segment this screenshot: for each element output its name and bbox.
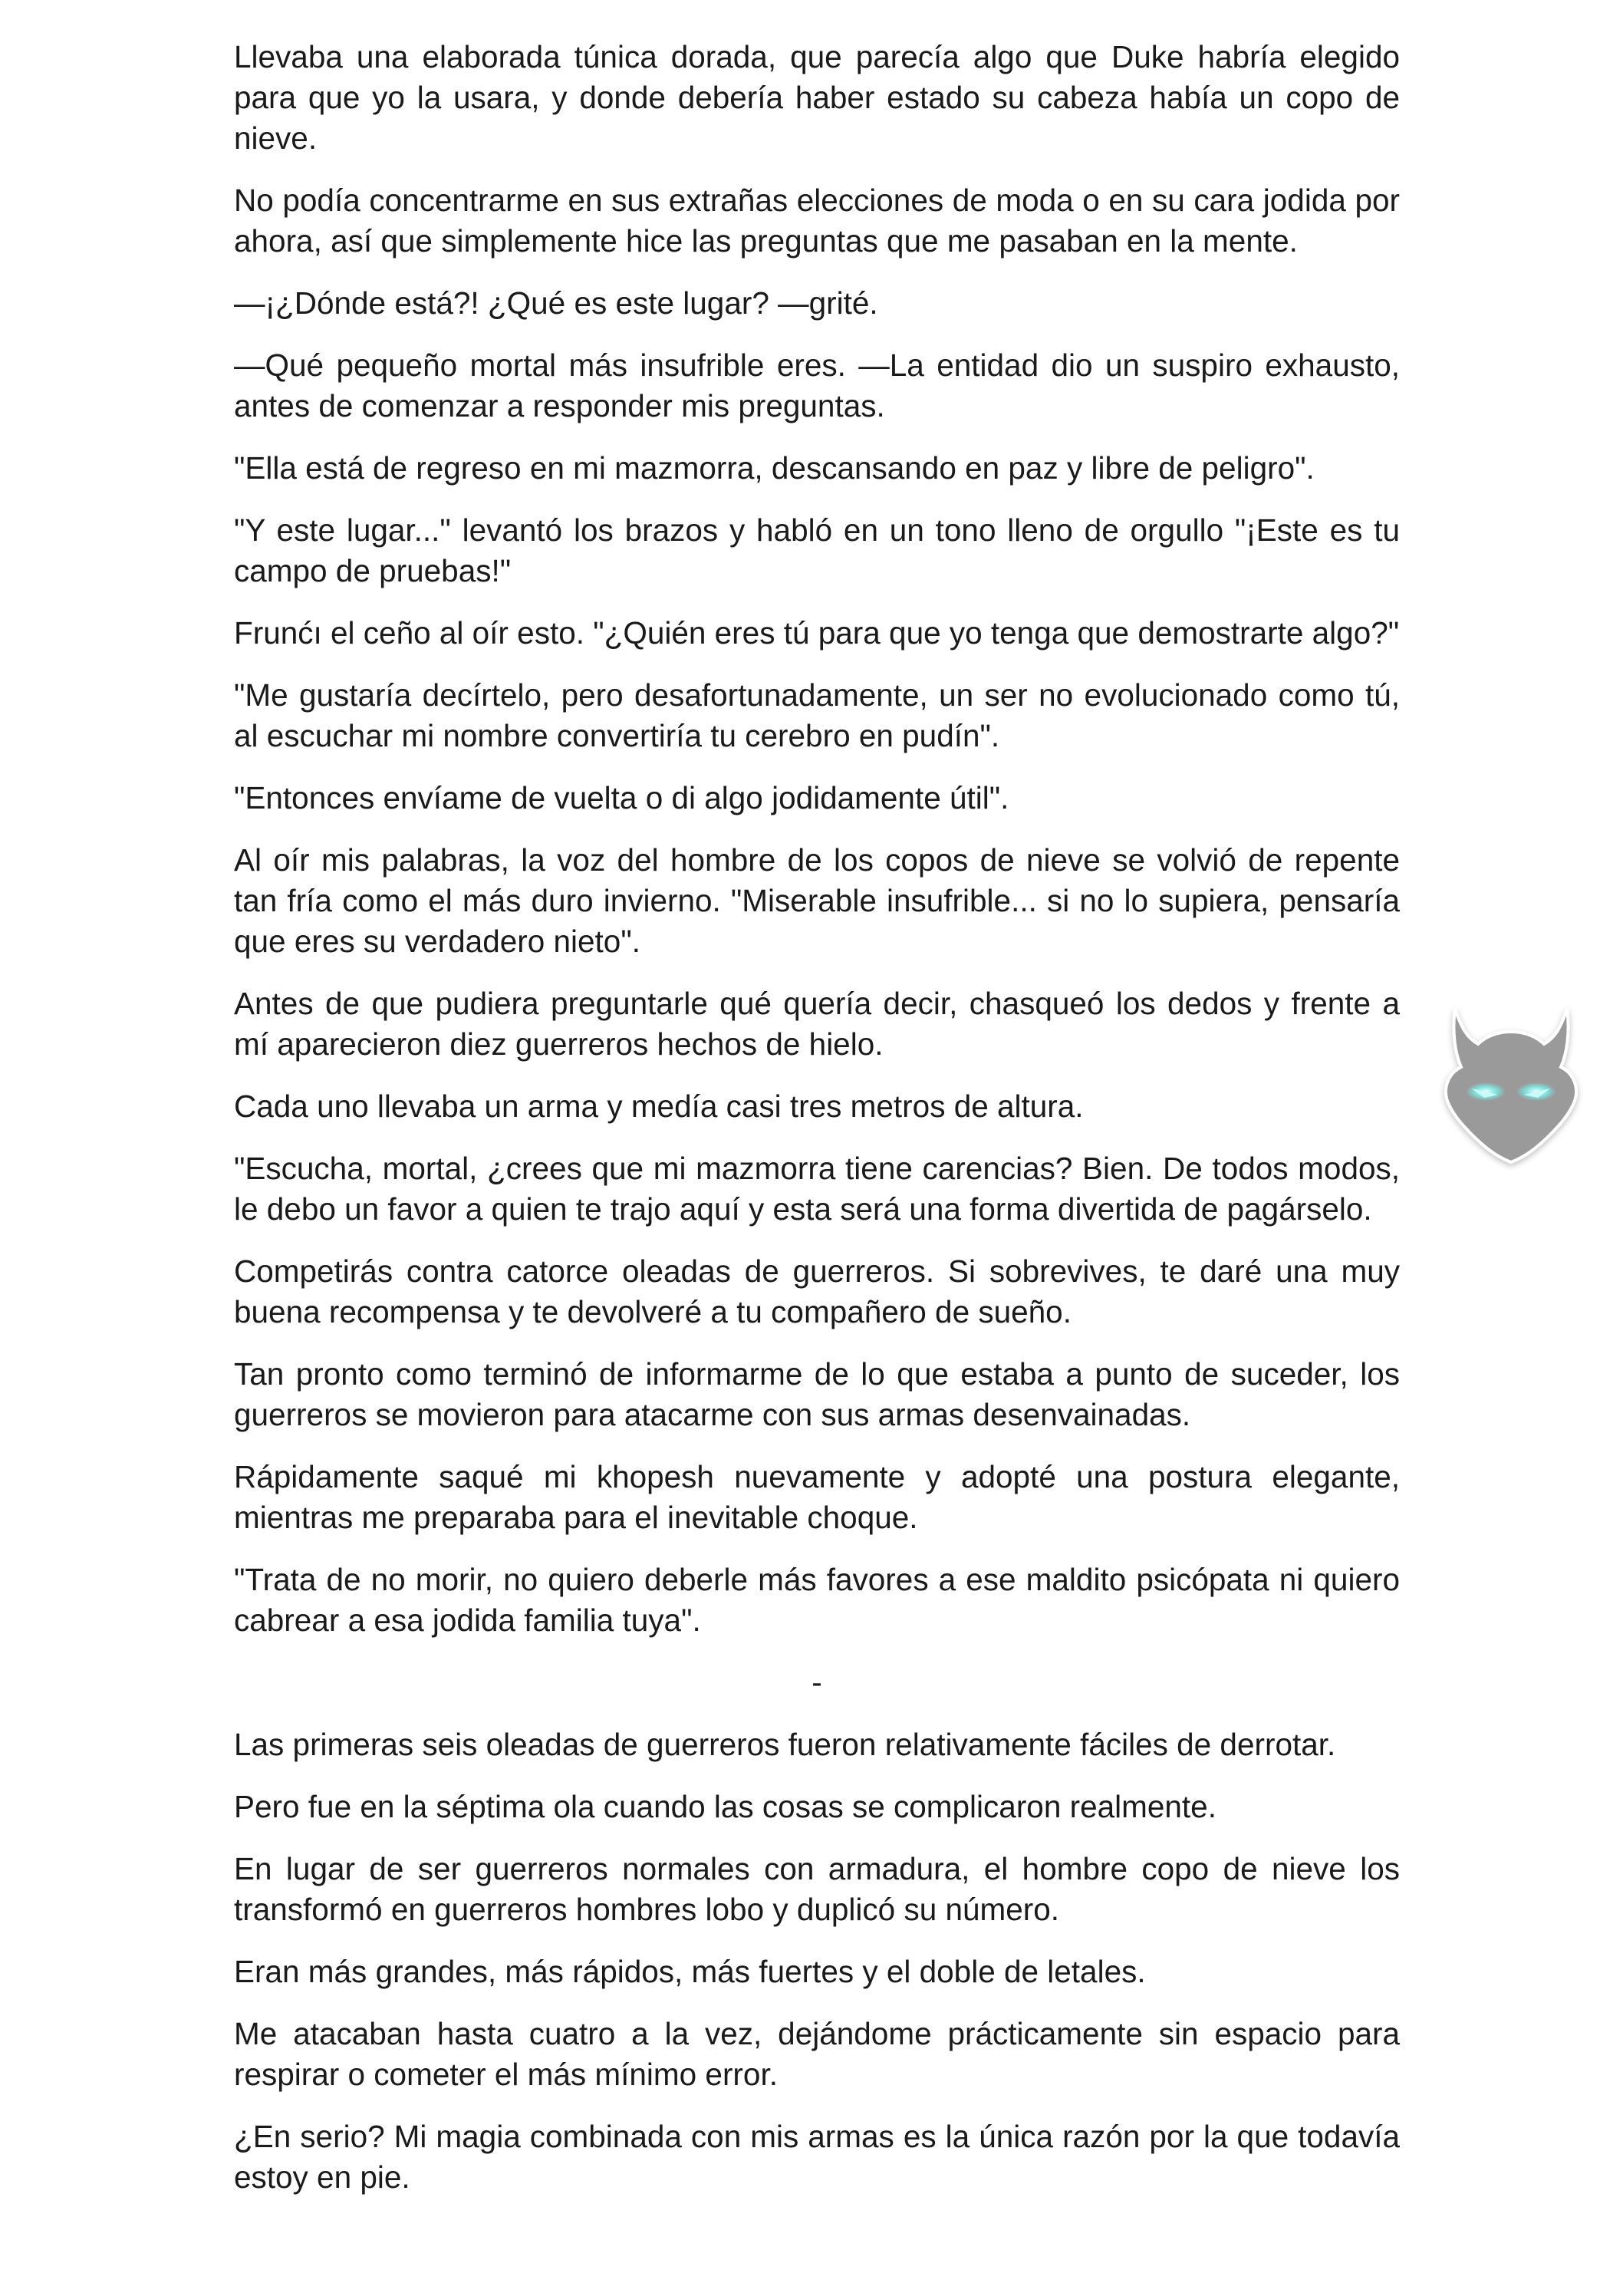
paragraph: ¿En serio? Mi magia combinada con mis armas es la única razón por la que todavía estoy en pie.	[234, 2119, 1400, 2195]
paragraph: Me atacaban hasta cuatro a la vez, dejándome prácticamente sin espacio para respirar o cometer el más mínimo error.	[234, 2016, 1400, 2092]
paragraph: Frunćı el ceño al oír esto. "¿Quién eres tú para que yo tenga que demostrarte algo?"	[234, 615, 1400, 651]
paragraph: "Me gustaría decírtelo, pero desafortunadamente, un ser no evolucionado como tú, al escuchar mi nombre convertiría tu cerebro en pudín".	[234, 677, 1400, 753]
paragraph: "Trata de no morir, no quiero deberle más favores a ese maldito psicópata ni quiero cabrear a esa jodida familia tuya".	[234, 1562, 1400, 1638]
document-body	[234, 37, 1400, 2198]
paragraph: "Ella está de regreso en mi mazmorra, descansando en paz y libre de peligro".	[234, 450, 1315, 486]
paragraph: Eran más grandes, más rápidos, más fuertes y el doble de letales.	[234, 1954, 1146, 1989]
paragraph: Rápidamente saqué mi khopesh nuevamente y adopté una postura elegante, mientras me preparaba para el inevitable choque.	[234, 1459, 1400, 1535]
paragraph: En lugar de ser guerreros normales con armadura, el hombre copo de nieve los transformó en guerreros hombres lobo y duplicó su número.	[234, 1851, 1400, 1927]
paragraph: —¡¿Dónde está?! ¿Qué es este lugar? —grité.	[234, 285, 878, 321]
paragraph: Al oír mis palabras, la voz del hombre de los copos de nieve se volvió de repente tan fría como el más duro invierno. "Miserable insufrible... si no lo supiera, pensaría que eres su verdadero nieto".	[234, 842, 1400, 959]
paragraph: Tan pronto como terminó de informarme de lo que estaba a punto de suceder, los guerreros se movieron para atacarme con sus armas desenvainadas.	[234, 1356, 1400, 1432]
paragraph: "Escucha, mortal, ¿crees que mi mazmorra tiene carencias? Bien. De todos modos, le debo un favor a quien te trajo aquí y esta será una forma divertida de pagárselo.	[234, 1151, 1400, 1227]
paragraph: Cada uno llevaba un arma y medía casi tres metros de altura.	[234, 1089, 1084, 1124]
paragraph: Antes de que pudiera preguntarle qué quería decir, chasqueó los dedos y frente a mí aparecieron diez guerreros hechos de hielo.	[234, 986, 1400, 1062]
paragraph: Competirás contra catorce oleadas de guerreros. Si sobrevives, te daré una muy buena recompensa y te devolveré a tu compañero de sueño.	[234, 1253, 1400, 1329]
paragraph: "Y este lugar..." levantó los brazos y habló en un tono lleno de orgullo "¡Este es tu campo de pruebas!"	[234, 512, 1400, 588]
paragraph: No podía concentrarme en sus extrañas elecciones de moda o en su cara jodida por ahora, así que simplemente hice las preguntas que me pasaban en la mente.	[234, 183, 1400, 259]
paragraph: Las primeras seis oleadas de guerreros fueron relativamente fáciles de derrotar.	[234, 1727, 1336, 1762]
demon-logo	[1438, 993, 1584, 1170]
section-separator: -	[812, 1665, 822, 1700]
paragraph: Pero fue en la séptima ola cuando las cosas se complicaron realmente.	[234, 1789, 1216, 1824]
paragraph: —Qué pequeño mortal más insufrible eres. —La entidad dio un suspiro exhausto, antes de comenzar a responder mis preguntas.	[234, 348, 1400, 423]
paragraph: Llevaba una elaborada túnica dorada, que parecía algo que Duke habría elegido para que yo la usara, y donde debería haber estado su cabeza había un copo de nieve.	[234, 39, 1400, 156]
paragraph: "Entonces envíame de vuelta o di algo jodidamente útil".	[234, 780, 1009, 815]
horned-demon-head-icon	[1438, 993, 1584, 1170]
